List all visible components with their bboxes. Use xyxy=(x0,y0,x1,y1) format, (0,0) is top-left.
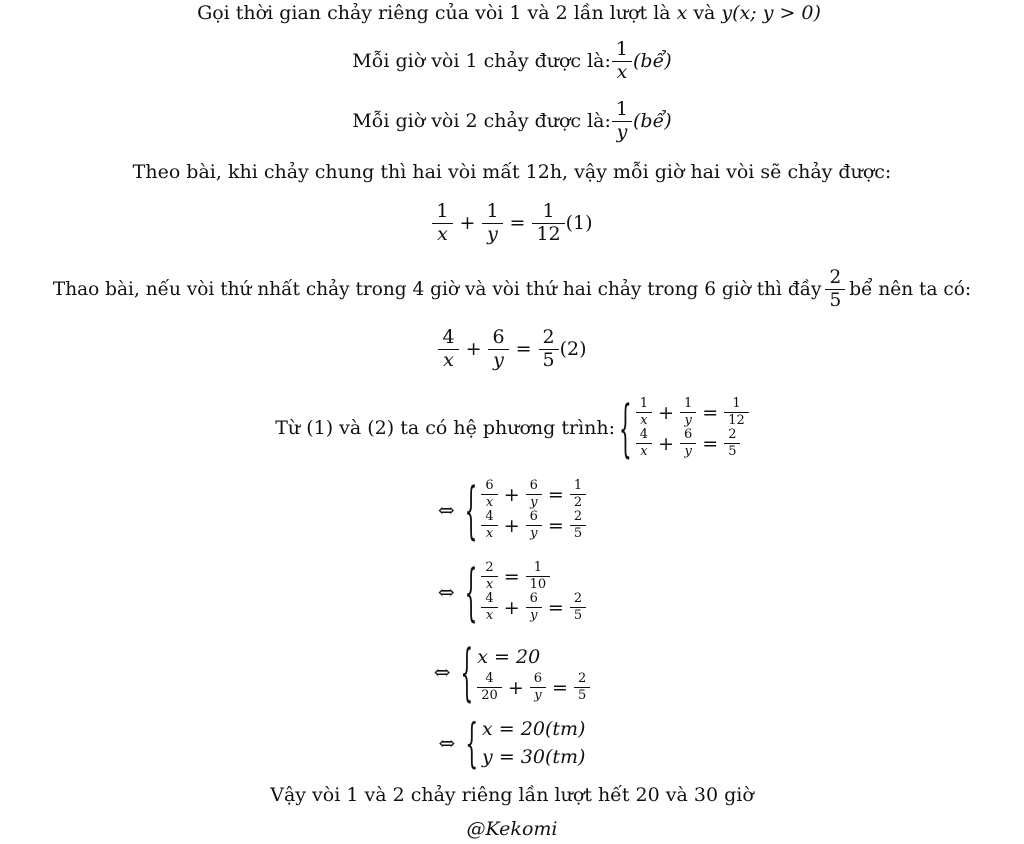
system-row-2 xyxy=(481,508,586,541)
numerator: 1 xyxy=(542,199,555,222)
plus-sign: + xyxy=(503,596,520,619)
fraction xyxy=(682,397,694,429)
unit-be: (bể) xyxy=(633,50,672,72)
fraction xyxy=(572,510,584,542)
system-row-2 xyxy=(481,590,586,623)
equals-sign: = xyxy=(702,401,719,424)
conclusion-line xyxy=(0,781,1024,809)
left-brace: { xyxy=(464,472,478,548)
numerator: 1 xyxy=(533,559,543,575)
denominator: y xyxy=(488,349,508,371)
system-row-2: y = 30(tm) xyxy=(482,746,586,768)
fraction xyxy=(682,428,694,460)
system-2 xyxy=(0,474,1024,546)
denominator: y xyxy=(526,525,542,541)
numerator: 6 xyxy=(492,325,505,348)
iff-symbol: ⇔ xyxy=(433,660,451,684)
fraction xyxy=(479,672,500,704)
signature-text: @Kekomi xyxy=(466,818,558,840)
system-row-2 xyxy=(477,670,590,703)
system-3 xyxy=(0,556,1024,628)
combined-text: Theo bài, khi chảy chung thì hai vòi mất 12h, vậy mỗi giờ hai vòi sẽ chảy được: xyxy=(132,161,892,183)
numerator: 6 xyxy=(529,477,538,493)
denominator: 5 xyxy=(574,687,590,703)
iff-symbol: ⇔ xyxy=(437,580,455,604)
denominator: y xyxy=(482,223,502,245)
numerator: 1 xyxy=(573,477,583,493)
denominator: 5 xyxy=(539,349,559,371)
denominator: y xyxy=(526,607,542,623)
system-row-2 xyxy=(636,426,749,459)
system-5 xyxy=(0,712,1024,774)
system-4 xyxy=(0,636,1024,708)
equals-sign: = xyxy=(547,514,564,537)
denominator: 12 xyxy=(724,412,749,428)
system-1 xyxy=(0,392,1024,464)
conclusion-text: Vậy vòi 1 và 2 chảy riêng lần lượt hết 20 và 30 giờ xyxy=(270,784,754,806)
numerator: 6 xyxy=(529,590,538,606)
system-row-1 xyxy=(481,477,586,510)
numerator: 6 xyxy=(533,670,543,686)
equation-1 xyxy=(0,194,1024,252)
intro-text: Gọi thời gian chảy riêng của vòi 1 và 2 lần lượt là xyxy=(197,2,671,24)
plus-sign: + xyxy=(658,432,674,455)
denominator: x xyxy=(481,525,497,541)
fraction xyxy=(638,397,650,429)
denominator: 2 xyxy=(570,494,586,510)
fraction xyxy=(726,397,747,429)
fraction xyxy=(490,325,506,371)
plus-sign: + xyxy=(658,401,674,424)
numerator: 1 xyxy=(615,37,629,60)
plus-sign: + xyxy=(507,676,524,699)
numerator: 1 xyxy=(639,395,649,411)
equals-sign: = xyxy=(503,565,520,588)
system-intro-text: Từ (1) và (2) ta có hệ phương trình: xyxy=(275,417,616,439)
denominator: 12 xyxy=(532,223,564,245)
iff-symbol: ⇔ xyxy=(438,731,456,755)
plus-sign: + xyxy=(503,514,520,537)
system-row-1: x = 20(tm) xyxy=(482,718,586,740)
denominator: x xyxy=(481,607,497,623)
equals-sign: = xyxy=(509,212,526,234)
fraction xyxy=(532,672,544,704)
fraction xyxy=(434,199,450,245)
numerator: 4 xyxy=(485,590,494,606)
equation-tag: (1) xyxy=(565,212,593,234)
fraction xyxy=(576,672,588,704)
fraction xyxy=(483,592,495,624)
denominator: y xyxy=(680,412,696,428)
left-brace: { xyxy=(464,554,478,630)
denominator: x xyxy=(612,61,632,83)
numerator: 2 xyxy=(485,559,494,575)
equals-sign: = xyxy=(547,596,564,619)
intro-line xyxy=(0,0,1024,26)
left-brace: { xyxy=(619,390,632,466)
denominator: y xyxy=(526,494,542,510)
fraction-2-over-5 xyxy=(827,268,843,310)
denominator: 5 xyxy=(825,289,845,310)
numerator: 2 xyxy=(728,426,737,442)
fraction xyxy=(572,479,584,511)
system-rows xyxy=(482,715,585,771)
fraction xyxy=(726,428,738,460)
system-row-1 xyxy=(481,559,586,592)
fraction-1-over-x xyxy=(614,37,630,83)
numerator: 2 xyxy=(573,590,583,606)
numerator: 4 xyxy=(485,508,494,524)
fraction xyxy=(483,479,495,511)
equals-sign: = xyxy=(547,483,564,506)
condition: y(x; y > 0) xyxy=(721,2,821,24)
system-rows xyxy=(481,559,586,623)
condition-text-after: bể nên ta có: xyxy=(849,278,972,300)
fraction xyxy=(483,510,495,542)
system-row-1 xyxy=(636,395,749,428)
fraction xyxy=(528,592,540,624)
numerator: 2 xyxy=(829,267,842,289)
rate-tap1-line xyxy=(0,34,1024,88)
numerator: 4 xyxy=(485,670,494,686)
rate-tap2-line xyxy=(0,94,1024,148)
numerator: 1 xyxy=(732,395,741,411)
fraction xyxy=(528,479,540,511)
denominator: y xyxy=(680,443,696,459)
denominator: 5 xyxy=(570,607,586,623)
fraction xyxy=(483,561,495,593)
numerator: 2 xyxy=(542,325,555,348)
equals-sign: = xyxy=(552,676,568,699)
plus-sign: + xyxy=(503,483,520,506)
denominator: x xyxy=(636,412,652,428)
denominator: x xyxy=(481,494,497,510)
left-brace: { xyxy=(465,711,479,775)
denominator: 20 xyxy=(477,687,502,703)
denominator: x xyxy=(636,443,652,459)
equation-tag: (2) xyxy=(559,338,587,360)
unit-be: (bể) xyxy=(633,110,672,132)
denominator: 5 xyxy=(724,443,740,459)
denominator: 10 xyxy=(526,576,551,592)
numerator: 4 xyxy=(442,325,455,348)
fraction xyxy=(528,510,540,542)
denominator: x xyxy=(438,349,458,371)
numerator: 6 xyxy=(529,508,538,524)
denominator: 5 xyxy=(570,525,586,541)
fraction xyxy=(541,325,557,371)
rate-tap2-label: Mỗi giờ vòi 2 chảy được là: xyxy=(352,110,611,132)
denominator: y xyxy=(612,121,632,143)
fraction-1-over-y xyxy=(614,97,630,143)
system-rows xyxy=(481,477,586,541)
fraction xyxy=(440,325,456,371)
denominator: x xyxy=(432,223,452,245)
numerator: 1 xyxy=(683,395,693,411)
fraction xyxy=(534,199,562,245)
and-word: và xyxy=(693,2,716,24)
numerator: 1 xyxy=(436,199,449,222)
plus-sign: + xyxy=(465,338,482,360)
condition-text-line xyxy=(0,262,1024,316)
signature-line xyxy=(0,815,1024,843)
fraction xyxy=(572,592,584,624)
numerator: 4 xyxy=(639,426,649,442)
denominator: x xyxy=(481,576,497,592)
plus-sign: + xyxy=(459,212,476,234)
equation-2 xyxy=(0,320,1024,378)
numerator: 6 xyxy=(683,426,693,442)
rate-tap1-label: Mỗi giờ vòi 1 chảy được là: xyxy=(352,50,611,72)
system-rows xyxy=(477,642,590,702)
numerator: 2 xyxy=(577,670,587,686)
system-row-1: x = 20 xyxy=(477,645,541,668)
left-brace: { xyxy=(460,634,474,710)
condition-text-before: Thao bài, nếu vòi thứ nhất chảy trong 4 giờ và vòi thứ hai chảy trong 6 giờ thì đầy xyxy=(52,278,822,300)
numerator: 2 xyxy=(573,508,583,524)
system-rows xyxy=(636,395,749,459)
iff-symbol: ⇔ xyxy=(437,498,455,522)
equals-sign: = xyxy=(702,432,719,455)
denominator: y xyxy=(530,687,546,703)
fraction xyxy=(638,428,650,460)
equals-sign: = xyxy=(515,338,532,360)
fraction xyxy=(528,561,549,593)
numerator: 1 xyxy=(615,97,629,120)
numerator: 1 xyxy=(486,199,499,222)
numerator: 6 xyxy=(485,477,494,493)
var-x: x xyxy=(676,2,688,24)
fraction xyxy=(484,199,500,245)
combined-text-line xyxy=(0,159,1024,185)
